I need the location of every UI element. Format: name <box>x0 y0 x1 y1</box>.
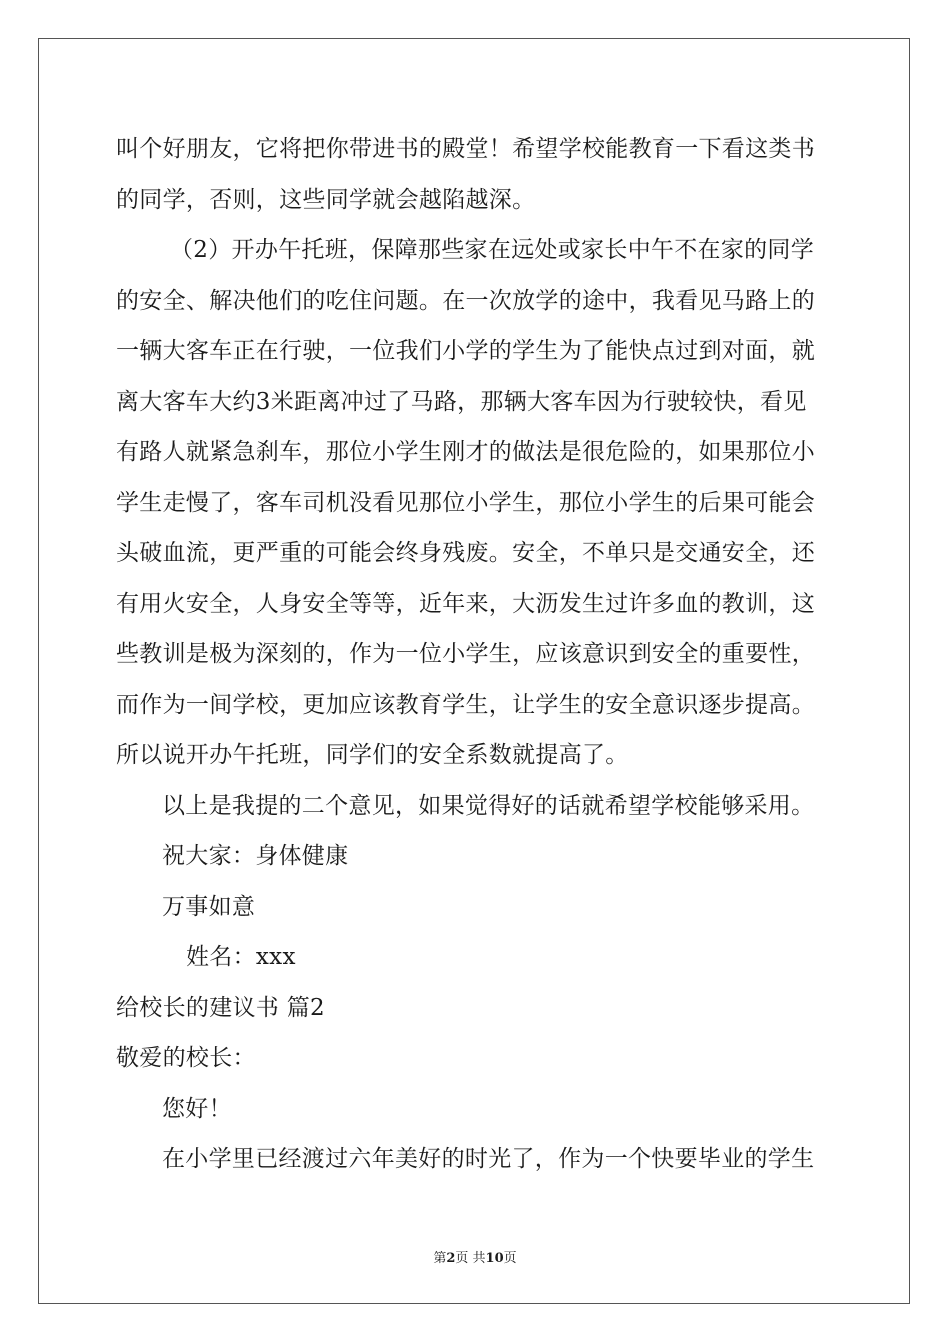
paragraph-line: 在小学里已经渡过六年美好的时光了，作为一个快要毕业的学生 <box>162 1146 815 1172</box>
paragraph-line: 所以说开办午托班，同学们的安全系数就提高了。 <box>116 742 629 768</box>
greeting: 您好！ <box>162 1095 232 1122</box>
paragraph-line: 学生走慢了，客车司机没看见那位小学生，那位小学生的后果可能会 <box>116 489 815 516</box>
paragraph-line: （2）开办午托班，保障那些家在远处或家长中午不在家的同学 <box>170 237 815 263</box>
salutation: 敬爱的校长： <box>116 1045 256 1071</box>
paragraph-line: 的安全、解决他们的吃住问题。在一次放学的途中，我看见马路上的 <box>116 287 815 314</box>
paragraph-line: 而作为一间学校，更加应该教育学生，让学生的安全意识逐步提高。 <box>116 691 815 718</box>
page-mid: 页 共 <box>455 1251 486 1266</box>
page-prefix: 第 <box>433 1251 447 1266</box>
paragraph-line: 离大客车大约3米距离冲过了马路，那辆大客车因为行驶较快，看见 <box>116 388 807 415</box>
closing-wish: 万事如意 <box>162 893 256 920</box>
paragraph-line: 一辆大客车正在行驶，一位我们小学的学生为了能快点过到对面，就 <box>116 338 815 364</box>
total-pages: 10 <box>485 1251 504 1266</box>
paragraph-line: 以上是我提的二个意见，如果觉得好的话就希望学校能够采用。 <box>162 792 815 819</box>
paragraph-line: 些教训是极为深刻的，作为一位小学生，应该意识到安全的重要性， <box>116 641 815 667</box>
page-suffix: 页 <box>503 1251 517 1266</box>
document-body <box>116 124 836 1185</box>
section-title: 给校长的建议书 篇2 <box>116 994 325 1021</box>
page-number: 2 <box>446 1251 456 1266</box>
paragraph-line: 的同学，否则，这些同学就会越陷越深。 <box>116 186 536 213</box>
closing-wish: 祝大家：身体健康 <box>162 843 349 869</box>
paragraph-line: 头破血流，更严重的可能会终身残废。安全，不单只是交通安全，还 <box>116 540 815 566</box>
paragraph-line: 有路人就紧急刹车，那位小学生刚才的做法是很危险的，如果那位小 <box>116 439 815 465</box>
signature: 姓名：xxx <box>186 944 296 970</box>
paragraph-line: 有用火安全，人身安全等等，近年来，大沥发生过许多血的教训，这 <box>116 590 815 617</box>
paragraph-line: 叫个好朋友，它将把你带进书的殿堂！希望学校能教育一下看这类书 <box>116 136 815 162</box>
page-footer <box>0 1247 950 1266</box>
